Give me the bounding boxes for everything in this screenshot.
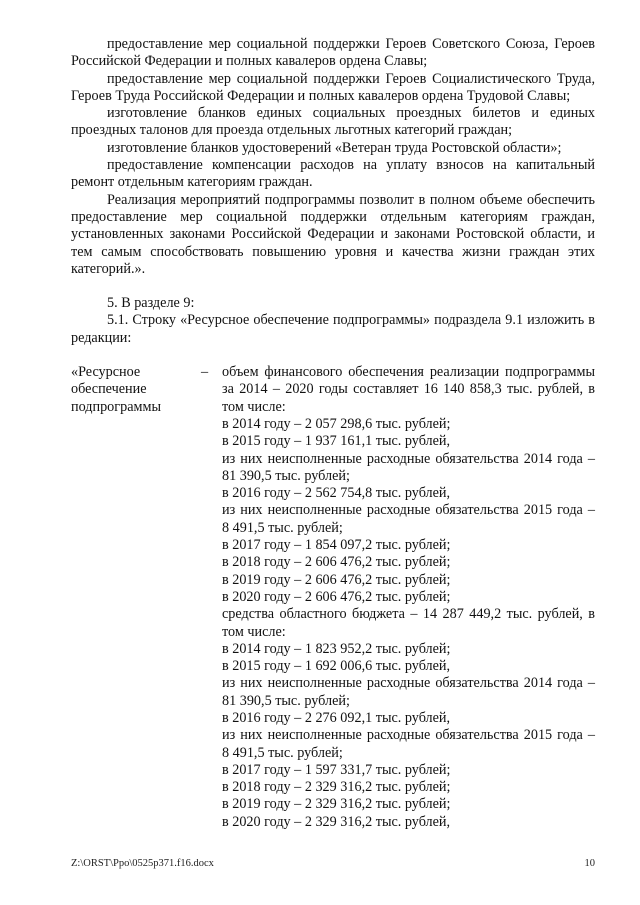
table-label-line: «Ресурсное xyxy=(71,364,141,381)
table-line: средства областного бюджета – 14 287 449,2 тыс. рублей, в том числе: xyxy=(222,606,595,640)
table-line: объем финансового обеспечения реализации подпрограммы за 2014 – 2020 годы составляет 16 140 858,3 тыс. рублей, в том числе: xyxy=(222,364,595,415)
table-label-line: подпрограммы xyxy=(71,398,161,415)
table-line: из них неисполненные расходные обязательства 2015 года – 8 491,5 тыс. рублей; xyxy=(222,502,595,536)
table-line: из них неисполненные расходные обязательства 2015 года – 8 491,5 тыс. рублей; xyxy=(222,727,595,761)
table-line: из них неисполненные расходные обязательства 2014 года – 81 390,5 тыс. рублей; xyxy=(222,675,595,709)
table-line: в 2016 году – 2 276 092,1 тыс. рублей, xyxy=(222,709,451,726)
table-dash: – xyxy=(201,364,209,381)
table-value-column xyxy=(222,364,595,831)
intro-paragraph-1: предоставление мер социальной поддержки Героев Советского Союза, Героев Российской Федерации и полных кавалеров ордена Славы; xyxy=(71,36,595,70)
intro-paragraph-3: изготовление бланков единых социальных проездных билетов и единых проездных талонов для проезда отдельных льготных категорий граждан; xyxy=(71,105,595,139)
table-line: в 2017 году – 1 854 097,2 тыс. рублей; xyxy=(222,537,451,554)
intro-paragraph-5: предоставление компенсации расходов на уплату взносов на капитальный ремонт отдельным категориям граждан. xyxy=(71,157,595,191)
table-line: в 2018 году – 2 606 476,2 тыс. рублей; xyxy=(222,554,451,571)
intro-paragraph-4: изготовление бланков удостоверений «Ветеран труда Ростовской области»; xyxy=(107,139,562,156)
table-line: в 2016 году – 2 562 754,8 тыс. рублей, xyxy=(222,485,451,502)
resource-table xyxy=(71,364,595,831)
file-path: Z:\ORST\Ppo\0525p371.f16.docx xyxy=(71,858,214,869)
intro-paragraph-2: предоставление мер социальной поддержки Героев Социалистического Труда, Героев Труда Российской Федерации и полных кавалеров ордена Трудовой Славы; xyxy=(71,70,595,104)
table-line: в 2019 году – 2 606 476,2 тыс. рублей; xyxy=(222,571,451,588)
document-page xyxy=(71,36,595,831)
table-label-line: обеспечение xyxy=(71,381,147,398)
page-footer xyxy=(71,858,595,870)
table-line: в 2020 году – 2 606 476,2 тыс. рублей; xyxy=(222,588,451,605)
table-line: из них неисполненные расходные обязательства 2014 года – 81 390,5 тыс. рублей; xyxy=(222,450,595,484)
section-heading: 5. В разделе 9: xyxy=(107,295,195,312)
table-line: в 2015 году – 1 937 161,1 тыс. рублей, xyxy=(222,433,451,450)
table-label-column xyxy=(71,364,191,416)
spacer xyxy=(71,347,595,364)
table-line: в 2014 году – 1 823 952,2 тыс. рублей; xyxy=(222,640,451,657)
page-number: 10 xyxy=(584,858,595,869)
table-line: в 2019 году – 2 329 316,2 тыс. рублей; xyxy=(222,796,451,813)
table-line: в 2015 году – 1 692 006,6 тыс. рублей, xyxy=(222,658,451,675)
table-line: в 2017 году – 1 597 331,7 тыс. рублей; xyxy=(222,761,451,778)
intro-paragraph-6: Реализация мероприятий подпрограммы позволит в полном объеме обеспечить предоставление мер социальной поддержки отдельным категориям граждан, установленных законами Российской Федерации и законами Ростовской области, и тем самым способствовать повышению уровня и качества жизни граждан этих категорий.». xyxy=(71,191,595,277)
table-line: в 2018 году – 2 329 316,2 тыс. рублей; xyxy=(222,779,451,796)
table-line: в 2020 году – 2 329 316,2 тыс. рублей, xyxy=(222,813,451,830)
spacer xyxy=(71,278,595,295)
table-line: в 2014 году – 2 057 298,6 тыс. рублей; xyxy=(222,415,451,432)
subsection-instruction: 5.1. Строку «Ресурсное обеспечение подпрограммы» подраздела 9.1 изложить в редакции: xyxy=(71,312,595,346)
